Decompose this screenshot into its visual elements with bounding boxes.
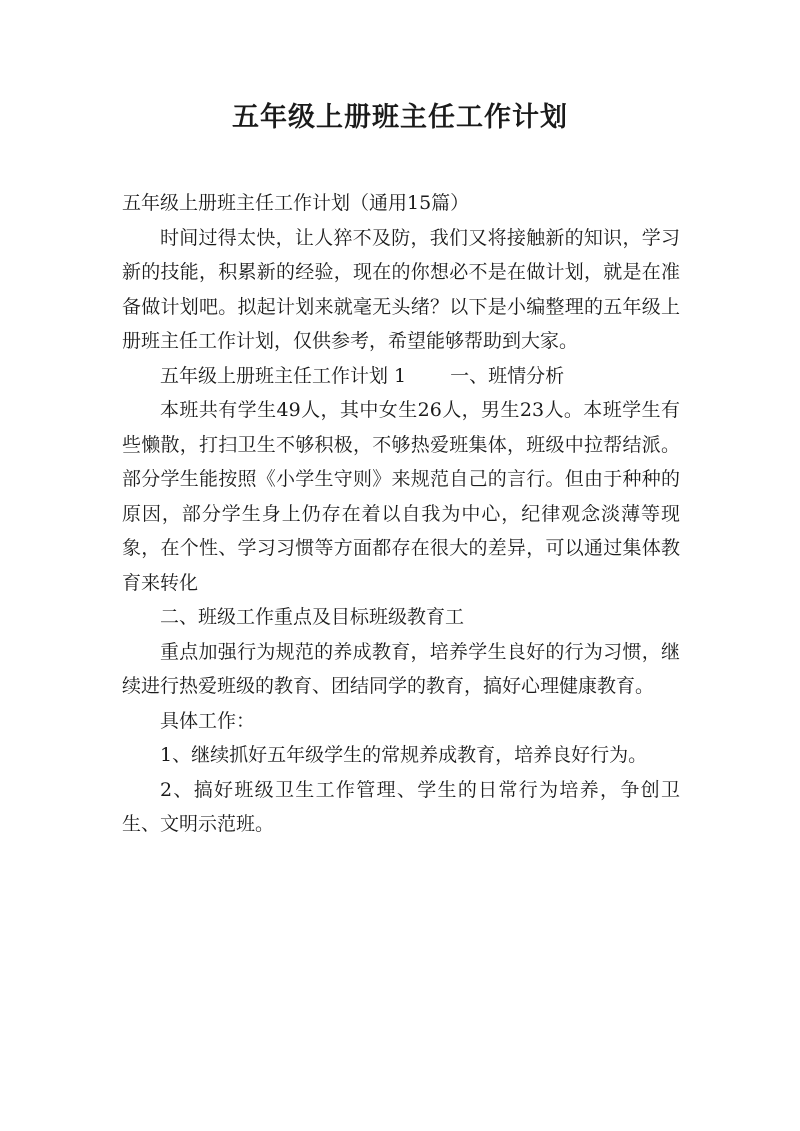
- plan-heading: 五年级上册班主任工作计划 1: [160, 364, 407, 387]
- section1-paragraph: 本班共有学生49人，其中女生26人，男生23人。本班学生有些懒散，打扫卫生不够积极，不够热爱班集体，班级中拉帮结派。部分学生能按照《小学生守则》来规范自己的言行。但由于种种的原因，部分学生身上仍存在着以自我为中心，纪律观念淡薄等现象，在个性、学习习惯等方面都存在很大的差异，可以通过集体教育来转化: [122, 399, 680, 594]
- section2-paragraph: 重点加强行为规范的养成教育，培养学生良好的行为习惯，继续进行热爱班级的教育、团结同学的教育，搞好心理健康教育。: [122, 640, 680, 697]
- document-body: [122, 186, 680, 842]
- section2-heading: 二、班级工作重点及目标班级教育工: [160, 606, 465, 628]
- document-subtitle: 五年级上册班主任工作计划（通用15篇）: [122, 192, 470, 214]
- document-title: 五年级上册班主任工作计划: [232, 102, 568, 133]
- specific-work-label: 具体工作：: [160, 709, 256, 732]
- intro-paragraph: 时间过得太快，让人猝不及防，我们又将接触新的知识，学习新的技能，积累新的经验，现在的你想必不是在做计划，就是在准备做计划吧。拟起计划来就毫无头绪？以下是小编整理的五年级上册班主任工作计划，仅供参考，希望能够帮助到大家。: [122, 226, 680, 352]
- plan-heading-line: [122, 359, 680, 394]
- section1-heading: 一、班情分析: [450, 364, 565, 387]
- work-item-1: 1、继续抓好五年级学生的常规养成教育，培养良好行为。: [160, 744, 648, 766]
- work-item-2: 2、搞好班级卫生工作管理、学生的日常行为培养，争创卫生、文明示范班。: [122, 778, 680, 835]
